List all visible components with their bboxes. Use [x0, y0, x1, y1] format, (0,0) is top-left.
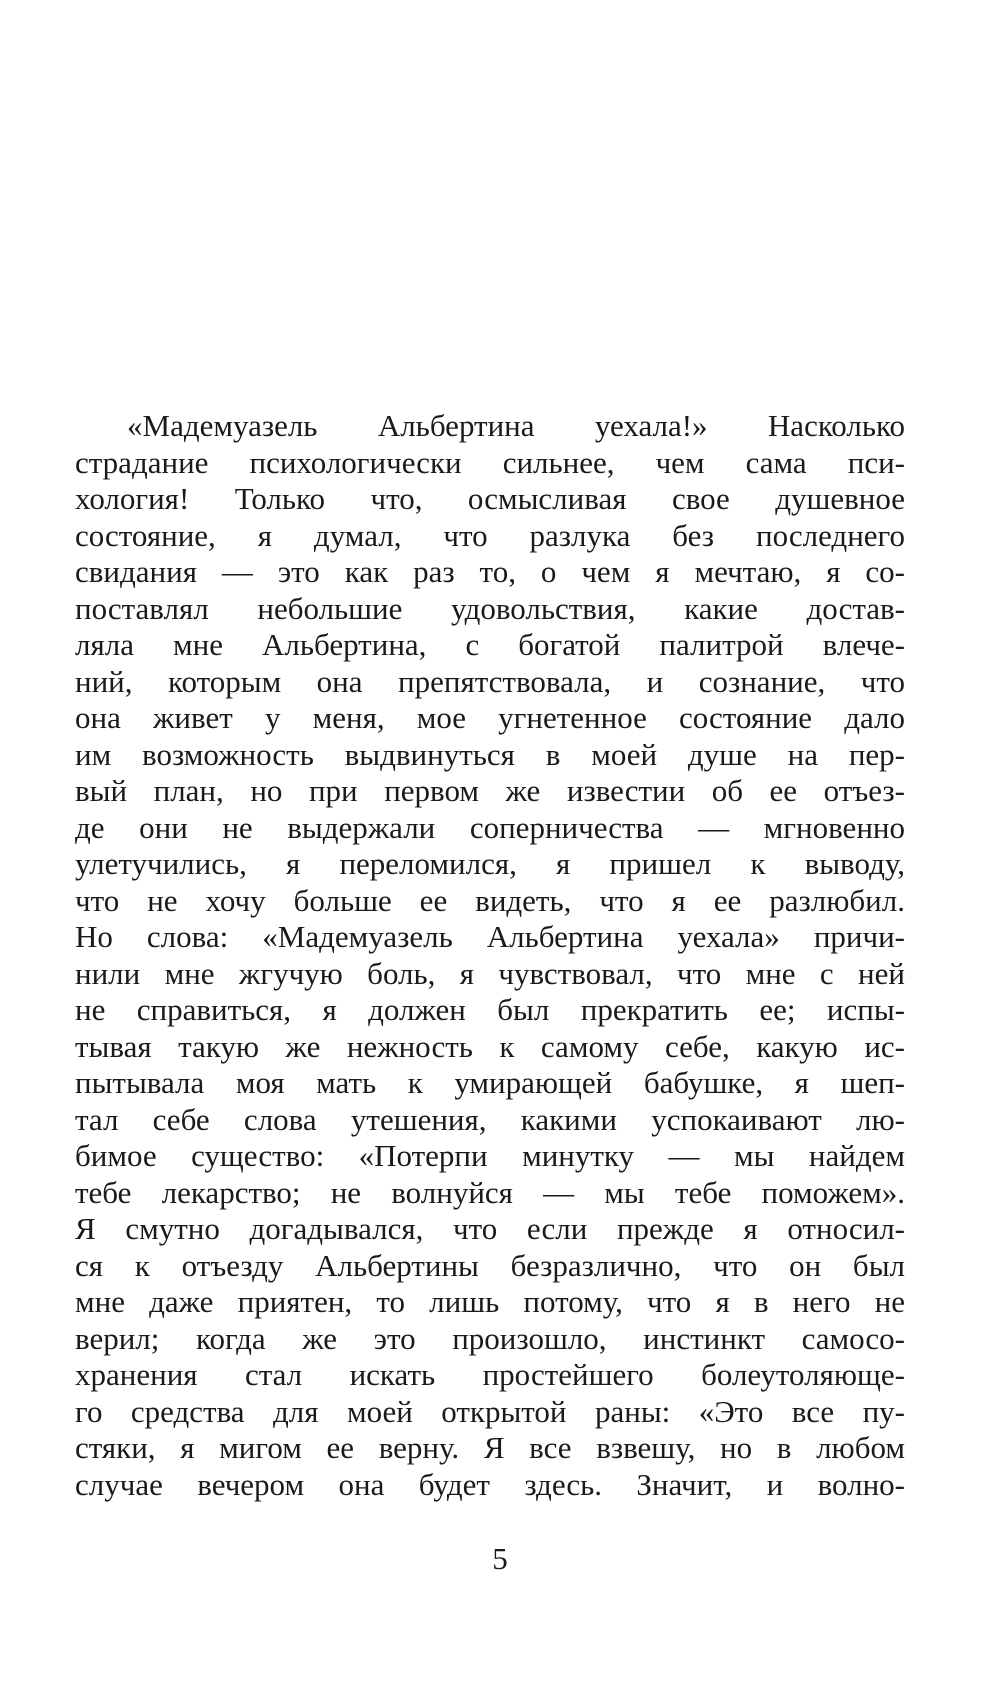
text-line: пытывала моя мать к умирающей бабушке, я шеп-	[75, 1065, 905, 1100]
text-line: ний, которым она препятствовала, и сознание, что	[75, 663, 905, 699]
text-line: хология! Только что, осмысливая свое душевное	[75, 481, 905, 516]
text-line: нили мне жгучую боль, я чувствовал, что мне с ней	[75, 955, 905, 991]
text-line: де они не выдержали соперничества — мгновенно	[75, 809, 905, 845]
text-line: бимое существо: «Потерпи минутку — мы найдем	[75, 1138, 905, 1173]
text-line: им возможность выдвинуться в моей душе на пер-	[75, 736, 905, 772]
text-line: Я смутно догадывался, что если прежде я относил-	[75, 1211, 905, 1246]
text-line: ляла мне Альбертина, с богатой палитрой влече-	[75, 627, 905, 662]
text-line: тал себе слова утешения, какими успокаивают лю-	[75, 1101, 905, 1137]
text-line: стяки, я мигом ее верну. Я все взвешу, но в любом	[75, 1430, 905, 1465]
text-line: не справиться, я должен был прекратить ее; испы-	[75, 992, 905, 1027]
text-line: поставлял небольшие удовольствия, какие достав-	[75, 590, 905, 626]
text-line: вый план, но при первом же известии об ее отъез-	[75, 773, 905, 808]
text-line: мне даже приятен, то лишь потому, что я в него не	[75, 1284, 905, 1319]
text-line: «Мадемуазель Альбертина уехала!» Насколько	[127, 408, 905, 443]
text-line: хранения стал искать простейшего болеутоляюще-	[75, 1357, 905, 1392]
text-line: случае вечером она будет здесь. Значит, и волно-	[75, 1466, 905, 1502]
text-line: тебе лекарство; не волнуйся — мы тебе поможем».	[75, 1174, 905, 1210]
text-line: Но слова: «Мадемуазель Альбертина уехала» причи-	[75, 919, 905, 954]
text-line: го средства для моей открытой раны: «Это все пу-	[75, 1393, 905, 1429]
text-line: верил; когда же это произошло, инстинкт самосо-	[75, 1320, 905, 1356]
text-line: страдание психологически сильнее, чем сама пси-	[75, 444, 905, 480]
text-line: улетучились, я переломился, я пришел к выводу,	[75, 846, 905, 881]
page-number: 5	[492, 1541, 508, 1576]
text-line: свидания — это как раз то, о чем я мечтаю, я со-	[75, 554, 905, 589]
text-line: что не хочу больше ее видеть, что я ее разлюбил.	[75, 882, 905, 918]
text-line: ся к отъезду Альбертины безразлично, что он был	[75, 1247, 905, 1283]
text-line: она живет у меня, мое угнетенное состояние дало	[75, 700, 905, 735]
text-line: состояние, я думал, что разлука без последнего	[75, 517, 905, 553]
body-text	[75, 408, 905, 1503]
text-line: тывая такую же нежность к самому себе, какую ис-	[75, 1028, 905, 1064]
